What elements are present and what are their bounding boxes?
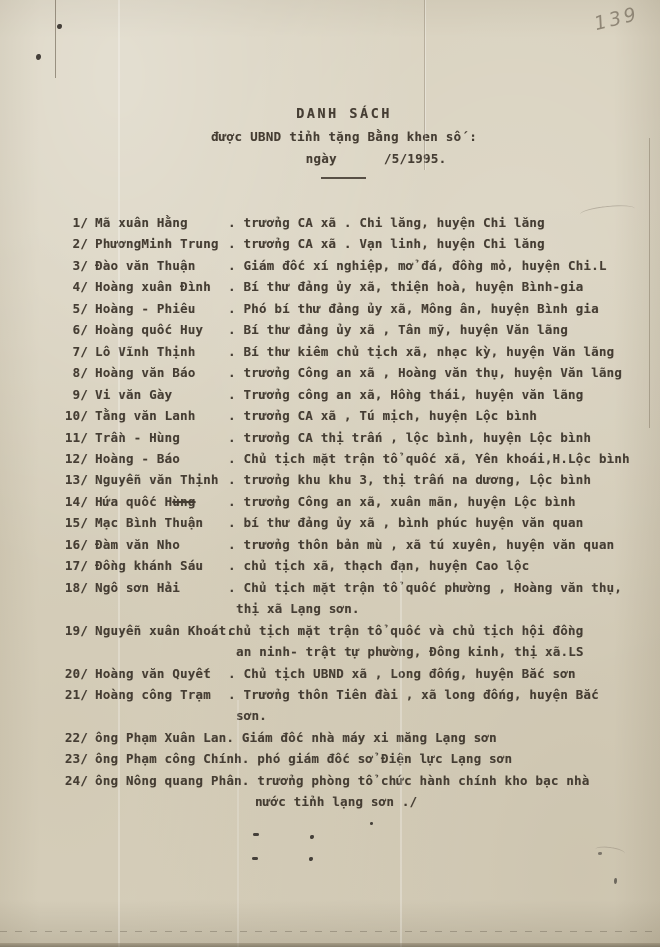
item-description: . Chủ tịch UBND xã , Long đống, huyện Bắc sơn — [228, 665, 576, 681]
item-description: . Bí thư kiêm chủ tịch xã, nhạc kỳ, huyện Văn lãng — [228, 343, 615, 359]
list-item — [50, 362, 660, 383]
item-description: . chủ tịch xã, thạch đạn, huyện Cao lộc — [228, 558, 530, 574]
item-number: 1/ — [72, 215, 88, 230]
ink-speck — [370, 822, 373, 825]
item-name: ông Phạm công Chính. — [95, 751, 250, 767]
paper-streak — [118, 0, 120, 947]
list-item — [50, 255, 660, 276]
item-name: Hoàng - Báo — [95, 450, 180, 466]
list-item — [50, 427, 660, 448]
item-name: Đào văn Thuận — [95, 257, 196, 273]
item-number: 12/ — [64, 450, 88, 466]
doc-title: DANH SÁCH — [296, 106, 392, 122]
item-name: Mạc Bình Thuận — [95, 515, 204, 531]
item-number: 8/ — [72, 365, 88, 381]
list-item — [50, 405, 660, 426]
fold-crease — [55, 0, 56, 78]
item-number: 6/ — [72, 322, 88, 338]
list-item — [50, 770, 660, 813]
item-name-struck: ùng — [172, 493, 196, 509]
item-description-cont: sơn. — [236, 708, 267, 724]
item-name: Đồng khánh Sáu — [95, 558, 204, 574]
item-description: . Bí thư đảng ủy xã, thiện hoà, huyện Bình-gia — [228, 279, 584, 295]
title-underline — [321, 177, 366, 179]
item-description: . Giám đốc xí nghiệp, mở đá, đồng mỏ, huyện Chi.L — [228, 257, 607, 273]
item-number: 22/ — [64, 729, 88, 745]
award-list — [0, 212, 660, 813]
item-description: . trưởng Công an xã, xuân mãn, huyện Lộc bình — [228, 493, 576, 509]
ink-speck — [57, 24, 62, 29]
list-item — [50, 748, 660, 769]
list-item — [50, 276, 660, 297]
list-item — [50, 448, 660, 469]
item-number: 16/ — [64, 536, 88, 552]
handwritten-page-number: 139 — [592, 2, 642, 36]
list-item — [50, 555, 660, 576]
list-item — [50, 491, 660, 512]
item-description: . bí thư đảng ủy xã , bình phúc huyện văn quan — [228, 515, 584, 531]
item-description: . Trưởng thôn Tiên đài , xã long đống, huyện Bắc — [228, 686, 599, 702]
item-description: . trưởng CA xã . Vạn linh, huyện Chi lăng — [228, 236, 545, 252]
item-description: trưởng phòng tổ chức hành chính kho bạc nhà — [257, 772, 590, 788]
list-item — [50, 212, 660, 233]
item-name: Hoàng quốc Huy — [95, 322, 204, 338]
list-item — [50, 684, 660, 727]
item-number: 17/ — [64, 558, 88, 574]
item-name: Hoàng - Phiêu — [95, 300, 196, 316]
item-name: Trần - Hùng — [95, 429, 180, 445]
list-item — [50, 298, 660, 319]
item-name — [95, 491, 228, 512]
item-description-cont: thị xã Lạng sơn. — [236, 601, 360, 617]
ink-speck — [310, 835, 314, 839]
item-description: . Phó bí thư đảng ủy xã, Mông ân, huyện Bình gia — [228, 300, 599, 316]
item-name: Hoàng công Trạm — [95, 686, 211, 702]
list-item — [50, 233, 660, 254]
item-number: 7/ — [72, 343, 88, 359]
item-description: . trưởng khu khu 3, thị trấn na dương, Lộc bình — [228, 472, 592, 488]
item-description: . trưởng thôn bản mù , xã tú xuyên, huyện văn quan — [228, 536, 615, 552]
item-number: 14/ — [64, 493, 88, 509]
item-name: Nguyễn xuân Khoát. — [95, 622, 235, 638]
item-number: 19/ — [64, 622, 88, 638]
item-number: 9/ — [72, 386, 88, 402]
item-description: . trưởng CA xã . Chi lăng, huyện Chi lăng — [228, 215, 545, 230]
fold-crease — [649, 138, 650, 428]
scan-artifact-line — [0, 931, 660, 932]
item-number: 4/ — [72, 279, 88, 295]
item-name-text: Hứa quốc H — [95, 493, 173, 509]
item-number: 23/ — [64, 751, 88, 767]
item-number: 3/ — [72, 257, 88, 273]
list-item — [50, 663, 660, 684]
item-description: . trưởng CA xã , Tú mịch, huyện Lộc bình — [228, 408, 538, 424]
list-item — [50, 341, 660, 362]
item-number: 18/ — [64, 579, 88, 595]
item-description: . Trưởng công an xã, Hồng thái, huyện văn lãng — [228, 386, 584, 402]
item-number: 10/ — [64, 408, 88, 424]
fold-crease — [424, 0, 425, 170]
item-name: PhươngMinh Trung — [95, 236, 219, 252]
item-description: chủ tịch mặt trận tổ quốc và chủ tịch hội đồng — [228, 622, 584, 638]
paper-streak — [237, 700, 239, 947]
list-item — [50, 620, 660, 663]
item-name: Tằng văn Lanh — [95, 408, 196, 424]
item-name: Lô Vĩnh Thịnh — [95, 343, 196, 359]
item-name: Nguyễn văn Thịnh — [95, 472, 219, 488]
item-number: 11/ — [64, 429, 88, 445]
item-description-cont: nước tỉnh lạng sơn ./ — [255, 794, 418, 810]
item-name: Hoàng xuân Đình — [95, 279, 211, 295]
list-item — [50, 534, 660, 555]
item-number: 2/ — [72, 236, 88, 252]
item-name: Vi văn Gày — [95, 386, 173, 402]
list-item — [50, 384, 660, 405]
item-number: 15/ — [64, 515, 88, 531]
ink-speck — [253, 833, 259, 836]
item-name: Ngô sơn Hải — [95, 579, 180, 595]
item-name: Hoàng văn Báo — [95, 365, 196, 381]
item-name: ông Phạm Xuân Lan. — [95, 729, 235, 745]
item-name: Mã xuân Hằng — [95, 215, 188, 230]
page-bottom-edge — [0, 943, 660, 947]
item-description: . trưởng CA thị trấn , lộc bình, huyện Lộc bình — [228, 429, 592, 445]
list-item — [50, 577, 660, 620]
item-name: Đàm văn Nho — [95, 536, 180, 552]
item-number: 21/ — [64, 686, 88, 702]
ink-speck — [252, 857, 258, 860]
paper-streak — [400, 560, 402, 947]
pencil-smudge — [595, 845, 626, 858]
item-description-cont: an ninh- trật tự phường, Đông kinh, thị xã.LS — [236, 644, 584, 660]
list-item — [50, 469, 660, 490]
item-description: . Bí thư đảng ủy xã , Tân mỹ, huyện Văn lãng — [228, 322, 568, 338]
ink-speck — [309, 857, 313, 861]
item-description: Giám đốc nhà máy xi măng Lạng sơn — [241, 729, 497, 745]
list-item — [50, 319, 660, 340]
doc-date-line: ngày /5/1995. — [305, 151, 447, 166]
list-item — [50, 512, 660, 533]
doc-subtitle: được UBND tỉnh tặng Bằng khen số : — [210, 129, 478, 144]
item-number: 20/ — [64, 665, 88, 681]
item-description: . Chủ tịch mặt trận tổ quốc xã, Yên khoái,H.Lộc bình — [228, 450, 630, 466]
item-description: . trưởng Công an xã , Hoàng văn thụ, huyện Văn lãng — [228, 365, 623, 381]
ink-speck — [36, 54, 41, 60]
item-number: 13/ — [64, 472, 88, 488]
ink-speck — [614, 878, 617, 884]
item-number: 24/ — [64, 772, 88, 788]
item-name: Hoàng văn Quyết — [95, 665, 211, 681]
list-item — [50, 727, 660, 748]
item-name: ông Nông quang Phân. — [95, 772, 250, 788]
item-number: 5/ — [72, 300, 88, 316]
item-description: phó giám đốc sở Điện lực Lạng sơn — [257, 751, 513, 767]
item-description: . Chủ tịch mặt trận tổ quốc phường , Hoàng văn thụ, — [228, 579, 623, 595]
